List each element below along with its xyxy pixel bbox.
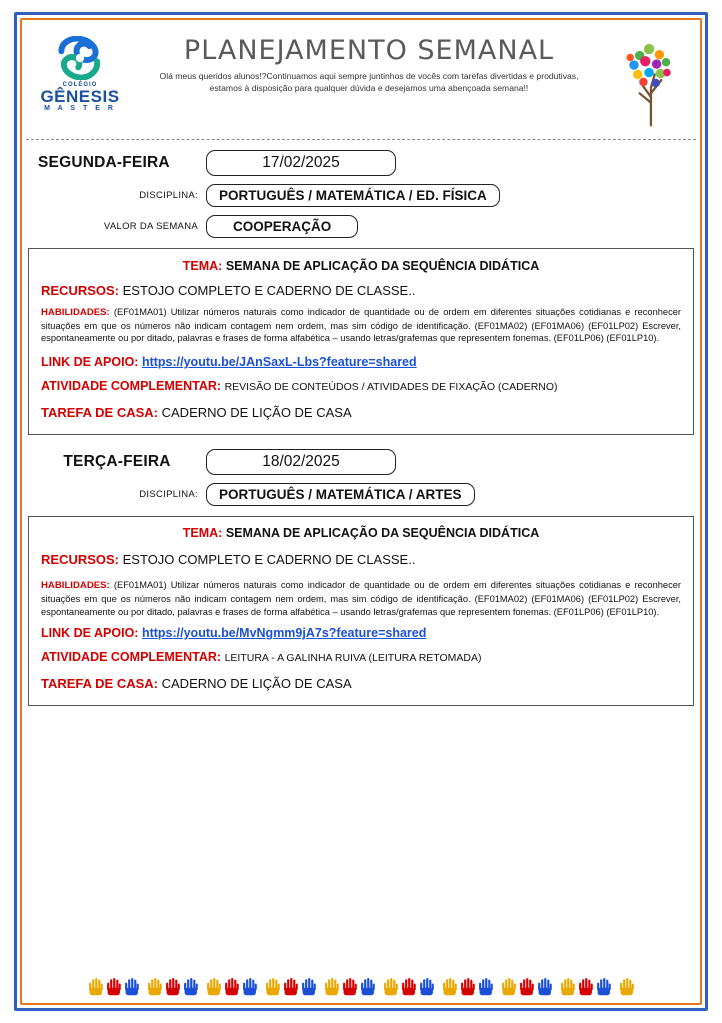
genesis-swirl-logo-icon xyxy=(54,36,106,80)
school-logo xyxy=(32,32,128,112)
hand-icon xyxy=(418,975,435,997)
habilidades-label: HABILIDADES: xyxy=(41,307,110,318)
tarefa-label: TAREFA DE CASA: xyxy=(41,405,158,421)
day-section-monday xyxy=(26,150,696,435)
hand-icon xyxy=(459,975,476,997)
week-value-row xyxy=(28,215,694,238)
habilidades-label: HABILIDADES: xyxy=(41,580,110,592)
day-name-label: SEGUNDA-FEIRA xyxy=(38,154,170,171)
discipline-row xyxy=(28,483,694,506)
header-center xyxy=(128,32,610,95)
atividade-value: REVISÃO DE CONTEÚDOS / ATIVIDADES DE FIXAÇÃO (CADERNO) xyxy=(224,381,558,394)
tema-value: SEMANA DE APLICAÇÃO DA SEQUÊNCIA DIDÁTICA xyxy=(225,259,540,273)
tema-value: SEMANA DE APLICAÇÃO DA SEQUÊNCIA DIDÁTICA xyxy=(225,526,540,541)
day-date-row xyxy=(28,449,694,475)
tree-illustration-icon xyxy=(617,34,683,130)
week-value-value: COOPERAÇÃO xyxy=(206,215,358,238)
hand-icon xyxy=(559,975,576,997)
greeting-text: Olá meus queridos alunos!?Continuamos aqui sempre juntinhos de vocês com tarefas divertidas e produtivas, estamos à disposição para qualquer dúvida e desejamos uma abençoada semana!! xyxy=(159,70,579,94)
habilidades-row xyxy=(41,306,681,345)
hand-icon xyxy=(105,975,122,997)
day-detail-card xyxy=(28,516,694,706)
atividade-label: ATIVIDADE COMPLEMENTAR: xyxy=(41,379,222,394)
hand-icon xyxy=(359,975,376,997)
support-link[interactable]: https://youtu.be/MvNgmm9jA7s?feature=shared xyxy=(141,626,427,641)
discipline-label: DISCIPLINA: xyxy=(139,190,198,201)
document-content xyxy=(26,24,696,999)
hand-icon xyxy=(500,975,517,997)
logo-master-text: M A S T E R xyxy=(44,105,116,112)
hand-icon xyxy=(146,975,163,997)
hand-icon xyxy=(282,975,299,997)
hand-icon xyxy=(400,975,417,997)
tarefa-value: CADERNO DE LIÇÃO DE CASA xyxy=(161,405,352,421)
recursos-value: ESTOJO COMPLETO E CADERNO DE CLASSE.. xyxy=(122,283,416,298)
tarefa-row xyxy=(41,405,681,420)
atividade-row xyxy=(41,379,681,393)
hand-icon xyxy=(123,975,140,997)
recursos-label: RECURSOS: xyxy=(41,283,120,298)
tarefa-value: CADERNO DE LIÇÃO DE CASA xyxy=(161,676,352,692)
hand-icon xyxy=(323,975,340,997)
link-label: LINK DE APOIO: xyxy=(41,355,139,370)
hand-icon xyxy=(205,975,222,997)
hand-icon xyxy=(264,975,281,997)
atividade-value: LEITURA - A GALINHA RUIVA (LEITURA RETOMADA) xyxy=(224,652,482,665)
day-detail-card xyxy=(28,248,694,435)
discipline-label: DISCIPLINA: xyxy=(139,489,198,501)
tema-label: TEMA: xyxy=(182,259,223,273)
tema-row xyxy=(41,526,681,540)
week-value-label: VALOR DA SEMANA xyxy=(103,221,198,232)
logo-name-text: GÊNESIS xyxy=(40,87,120,106)
tema-label: TEMA: xyxy=(182,526,223,541)
day-date-row xyxy=(28,150,694,176)
hand-icon xyxy=(618,975,635,997)
habilidades-row xyxy=(41,579,681,618)
hand-icon xyxy=(341,975,358,997)
day-name-label: TERÇA-FEIRA xyxy=(63,453,171,471)
discipline-value: PORTUGUÊS / MATEMÁTICA / ARTES xyxy=(206,483,475,506)
page-title: PLANEJAMENTO SEMANAL xyxy=(183,35,555,66)
tarefa-row xyxy=(41,676,681,691)
hand-icon xyxy=(300,975,317,997)
link-row xyxy=(41,355,681,369)
support-link[interactable]: https://youtu.be/JAnSaxL-Lbs?feature=shared xyxy=(141,355,417,370)
logo-colegio-text: COLÉGIO xyxy=(62,82,98,88)
hand-icon xyxy=(441,975,458,997)
tema-row xyxy=(41,259,681,273)
atividade-row xyxy=(41,650,681,664)
discipline-value: PORTUGUÊS / MATEMÁTICA / ED. FÍSICA xyxy=(206,184,500,207)
discipline-row xyxy=(28,184,694,207)
day-date-value: 18/02/2025 xyxy=(206,449,396,475)
colored-hands-row-icon xyxy=(26,971,696,997)
hand-icon xyxy=(87,975,104,997)
recursos-row xyxy=(41,283,681,298)
hand-icon xyxy=(536,975,553,997)
hand-icon xyxy=(518,975,535,997)
hand-icon xyxy=(182,975,199,997)
link-row xyxy=(41,626,681,640)
tree-illustration xyxy=(610,32,690,135)
recursos-label: RECURSOS: xyxy=(41,552,120,568)
atividade-label: ATIVIDADE COMPLEMENTAR: xyxy=(41,650,222,665)
day-section-tuesday xyxy=(26,449,696,706)
link-label: LINK DE APOIO: xyxy=(41,626,139,641)
habilidades-value: (EF01MA01) Utilizar números naturais como indicador de quantidade ou de ordem em diferentes situações cotidianas e reconhecer situações em que os números não indicam contagem nem ordem, mas sim código de identificação. (EF01MA02) (EF01MA06) (EF01LP02) Escrever, espontaneamente ou por ditado, palavras e frases de forma alfabética – usando letras/grafemas que representem fonemas. (EF01LP06) (EF01LP10). xyxy=(41,307,682,344)
hand-icon xyxy=(223,975,240,997)
day-date-value: 17/02/2025 xyxy=(206,150,396,176)
recursos-value: ESTOJO COMPLETO E CADERNO DE CLASSE.. xyxy=(122,552,416,568)
habilidades-value: (EF01MA01) Utilizar números naturais como indicador de quantidade ou de ordem em diferentes situações cotidianas e reconhecer situações em que os números não indicam contagem nem ordem, mas sim código de identificação. (EF01MA02) (EF01MA06) (EF01LP02) Escrever, espontaneamente ou por ditado, palavras e frases de forma alfabética – usando letras/grafemas que representem fonemas. (EF01LP06) (EF01LP10). xyxy=(41,580,682,617)
hand-icon xyxy=(477,975,494,997)
tarefa-label: TAREFA DE CASA: xyxy=(41,676,158,692)
recursos-row xyxy=(41,552,681,567)
hand-icon xyxy=(164,975,181,997)
hand-icon xyxy=(577,975,594,997)
hand-icon xyxy=(241,975,258,997)
hand-icon xyxy=(382,975,399,997)
hand-icon xyxy=(595,975,612,997)
document-header xyxy=(26,24,696,140)
